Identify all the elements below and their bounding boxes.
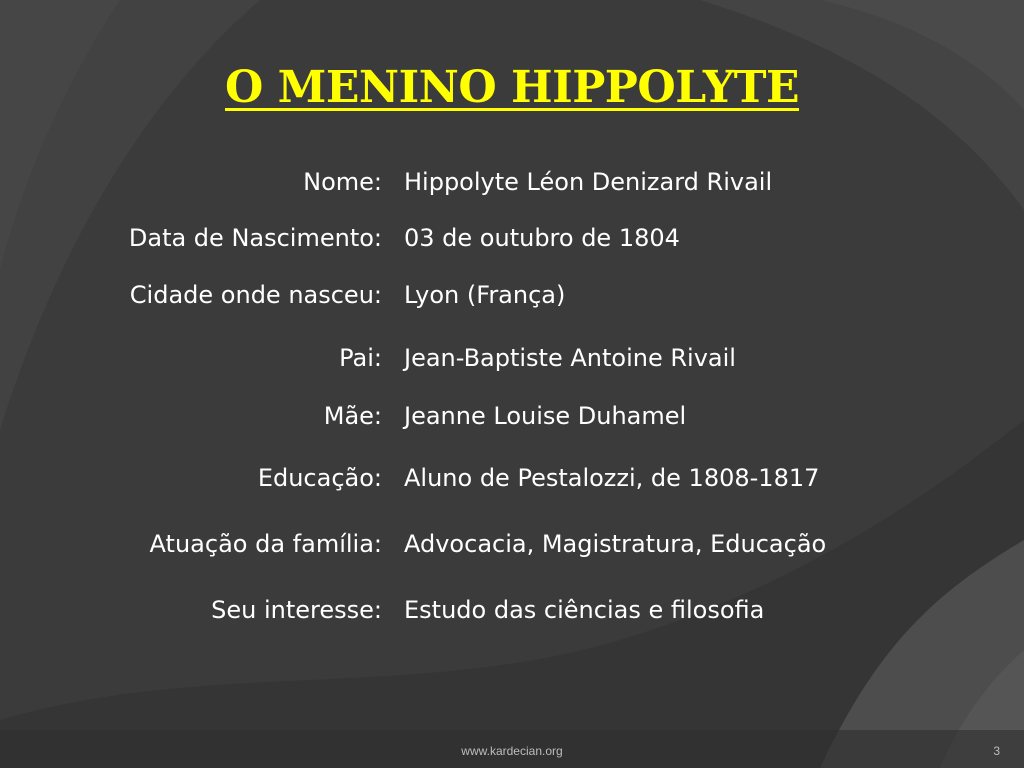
- row-value: Aluno de Pestalozzi, de 1808-1817: [404, 464, 820, 492]
- info-row-family-work: [0, 530, 1024, 570]
- row-value: Hippolyte Léon Denizard Rivail: [404, 168, 773, 196]
- row-label: Nome:: [303, 168, 382, 196]
- page-number: 3: [993, 744, 1000, 758]
- row-value: 03 de outubro de 1804: [404, 224, 680, 252]
- slide-title: O MENINO HIPPOLYTE: [224, 62, 800, 113]
- info-row-education: [0, 464, 1024, 504]
- info-row-birth-date: [0, 224, 1024, 264]
- row-value: Estudo das ciências e filosofia: [404, 596, 765, 624]
- info-row-mother: [0, 402, 1024, 442]
- info-row-father: [0, 344, 1024, 384]
- row-label: Pai:: [339, 344, 382, 372]
- row-label: Educação:: [257, 464, 382, 492]
- row-label: Cidade onde nasceu:: [129, 281, 382, 309]
- row-label: Mãe:: [323, 402, 382, 430]
- info-row-birth-city: [0, 281, 1024, 321]
- row-value: Advocacia, Magistratura, Educação: [404, 530, 827, 558]
- row-label: Seu interesse:: [211, 596, 382, 624]
- row-label: Atuação da família:: [149, 530, 382, 558]
- row-value: Jean-Baptiste Antoine Rivail: [404, 344, 736, 372]
- info-row-interest: [0, 596, 1024, 636]
- row-label: Data de Nascimento:: [128, 224, 382, 252]
- row-value: Lyon (França): [404, 281, 566, 309]
- row-value: Jeanne Louise Duhamel: [404, 402, 687, 430]
- footer-website: www.kardecian.org: [461, 744, 563, 758]
- info-row-name: [0, 168, 1024, 208]
